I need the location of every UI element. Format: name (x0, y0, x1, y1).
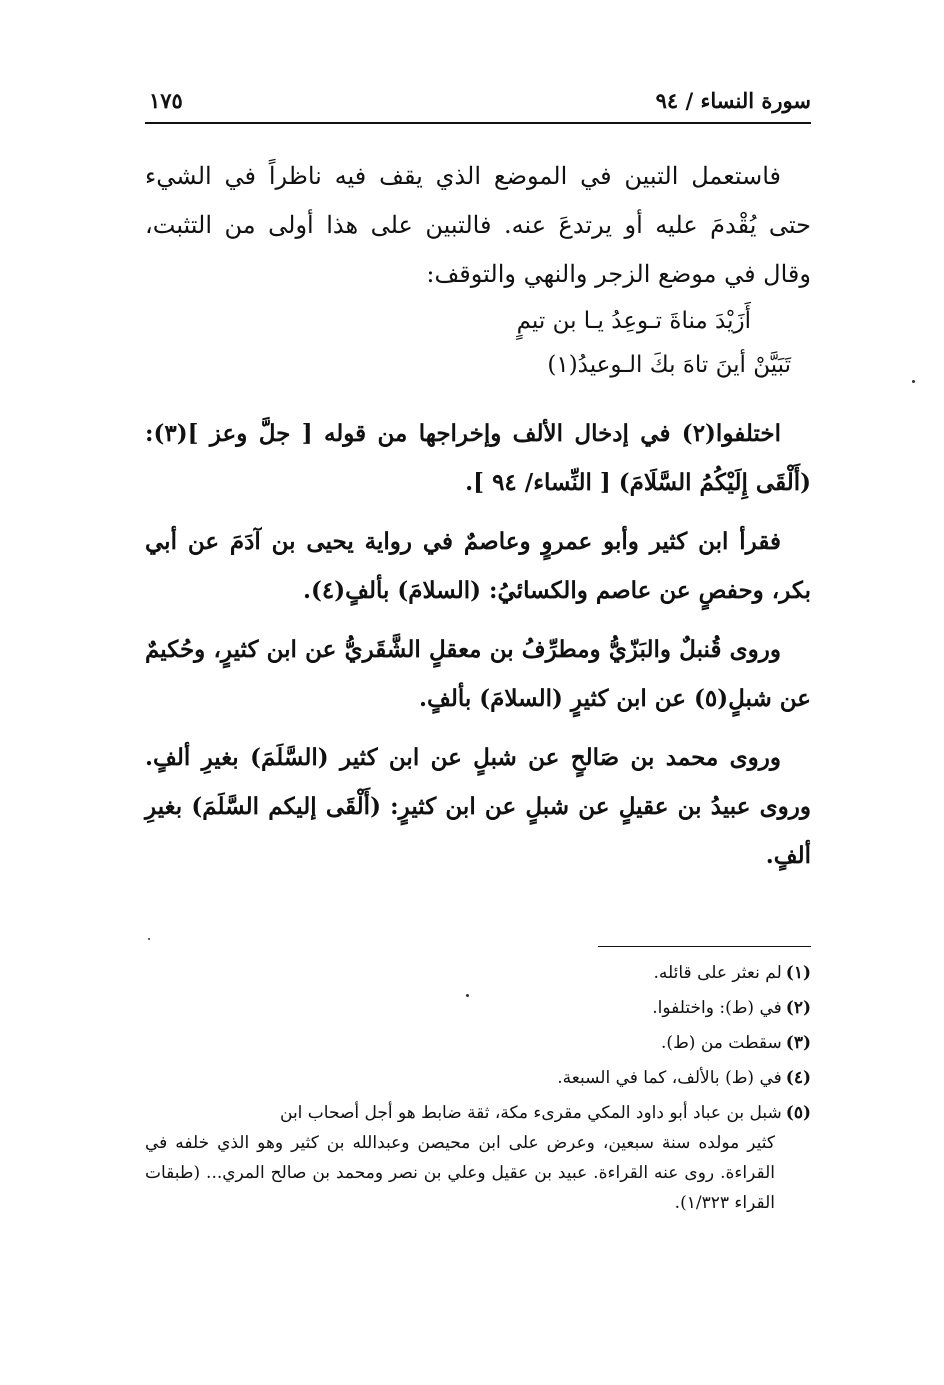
footnote-number: (٢) (785, 998, 811, 1018)
footnote-1 (145, 958, 811, 989)
footnote-number: (٥) (785, 1103, 811, 1123)
footnote-5 (145, 1098, 811, 1218)
footnote-text: لم نعثر على قائله. (653, 963, 782, 983)
page-number: ١٧٥ (149, 88, 183, 113)
paragraph-4: وروى قُنبلٌ والبَزّيُّ ومطرِّفُ بن معقلٍ الشَّقَريُّ عن ابن كثيرٍ، وحُكيمٌ عن شبلٍ(٥) عن ابن كثيرٍ (السلامَ) بألفٍ. (145, 636, 811, 712)
paragraph-3: فقرأ ابن كثير وأبو عمروٍ وعاصمٌ في رواية يحيى بن آدَمَ عن أبي بكر، وحفصٍ عن عاصم والكسائيُ: (السلامَ) بألفٍ(٤). (145, 528, 811, 604)
footnote-3 (145, 1028, 811, 1059)
footnote-number: (٤) (785, 1068, 811, 1088)
footnotes (145, 958, 811, 1222)
footnote-2 (145, 993, 811, 1024)
running-title: سورة النساء / ٩٤ (655, 88, 811, 113)
verse-line-1: أَزَيْدَ مناةَ تـوعِدُ يـا بن تيمٍ (516, 308, 751, 334)
verse-line-2: تَبَيَّنْ أينَ تاهَ بكَ الـوعيدُ(١) (547, 352, 791, 378)
paragraph-2: اختلفوا(٢) في إدخال الألف وإخراجها من قوله [ جلَّ وعز ](٣): (أَلْقَى إِلَيْكُمُ السَّلَامَ) [ النِّساء/ ٩٤ ]. (145, 420, 811, 496)
footnote-number: (٣) (785, 1033, 811, 1053)
main-text (145, 152, 811, 880)
paragraph-5: وروى محمد بن صَالحٍ عن شبلٍ عن ابن كثير (السَّلَمَ) بغيرِ ألفٍ. وروى عبيدُ بن عقيلٍ عن شبلٍ عن ابن كثيرٍ: (أَلْقَى إليكم السَّلَمَ) بغيرِ ألفٍ. (145, 744, 811, 869)
footnote-text: سقطت من (ط). (661, 1033, 782, 1053)
footnote-4 (145, 1063, 811, 1094)
footnote-text: في (ط): واختلفوا. (652, 998, 782, 1018)
header-rule (145, 122, 811, 124)
scan-speck (912, 380, 915, 383)
footnote-text: في (ط) بالألف، كما في السبعة. (557, 1068, 782, 1088)
scan-speck (148, 938, 150, 940)
paragraph-1: فاستعمل التبين في الموضع الذي يقف فيه ناظراً في الشيء حتى يُقْدمَ عليه أو يرتدعَ عنه. فالتبين على هذا أولى من التثبت، وقال في موضع الزجر والنهي والتوقف: (145, 162, 811, 288)
footnote-number: (١) (785, 963, 811, 983)
page-header (145, 82, 811, 122)
footnote-text: شبل بن عباد أبو داود المكي مقرىء مكة، ثقة ضابط هو أجل أصحاب ابن (280, 1103, 782, 1123)
scan-speck (466, 994, 469, 997)
footnote-separator (598, 946, 811, 947)
footnote-continuation: كثير مولده سنة سبعين، وعرض على ابن محيصن وعبدالله بن كثير وهو الذي خلفه في القراءة. روى عنه القراءة. عبيد بن عقيل وعلي بن نصر ومحمد بن صالح المري... (طبقات القراء ١/٣٢٣). (145, 1133, 775, 1213)
